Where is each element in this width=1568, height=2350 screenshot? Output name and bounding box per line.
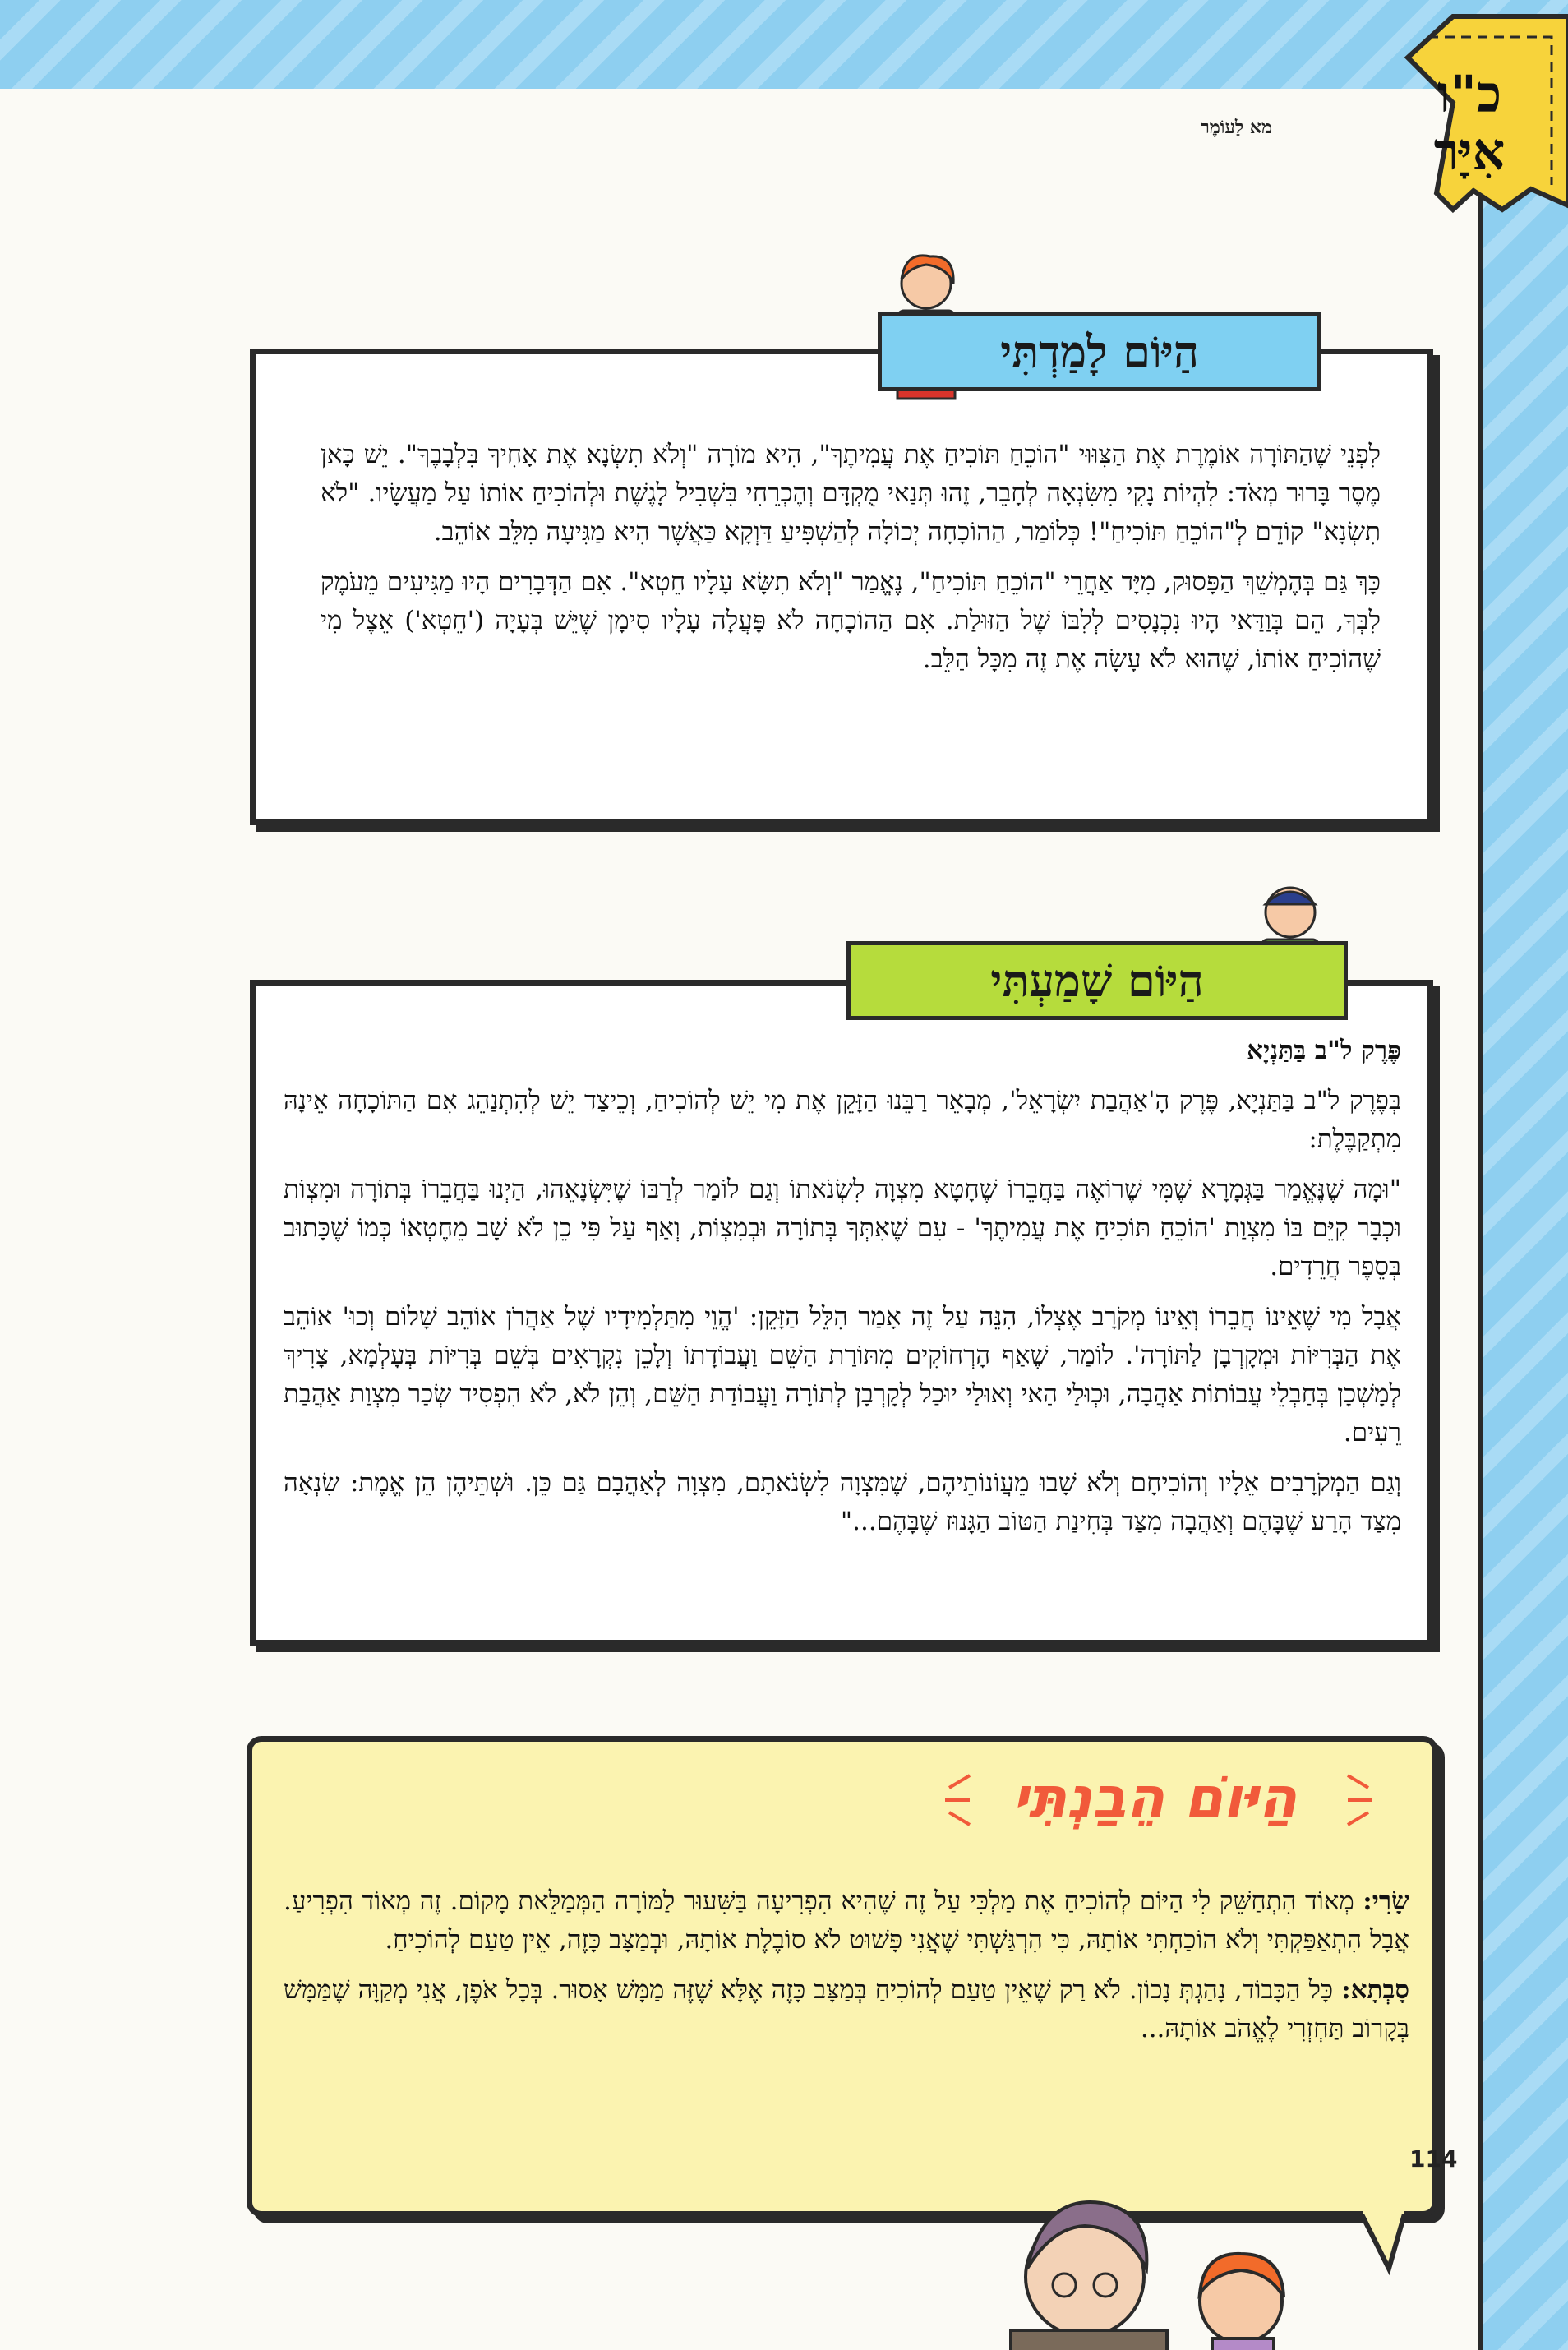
heard-subtitle: פֶּרֶק ל"ב בַּתַּנְיָא	[1247, 1036, 1401, 1065]
heard-paragraph: וְגַם הַמְקֹרָבִים אֵלָיו וְהוֹכִיחָם וְלֹא שָׁבוּ מֵעֲוֹנוֹתֵיהֶם, שֶׁמִּצְוָה לִשְׂנֹאתָם, מִצְוָה לְאָהֳבָם גַּם כֵּן. וּשְׁתֵּיהֶן הֵן אֱמֶת: שִׂנְאָה מִצַּד הָרַע שֶׁבָּהֶם וְאַהֲבָה מִצַּד בְּחִינַת הַטּוֹב הַגָּנוּז שֶׁבָּהֶם..."	[284, 1468, 1401, 1536]
dialog-text: מְאוֹד הִתְחַשֵּׁק לִי הַיּוֹם לְהוֹכִיחַ אֶת מַלְכִּי עַל זֶה שֶׁהִיא הִפְרִיעָה בַּשִּׁעוּר לַמּוֹרָה הַמְּמַלֵּאת מָקוֹם. זֶה מְאוֹד הִפְרִיעַ. אֲבָל הִתְאַפַּקְתִּי וְלֹא הוֹכַחְתִּי אוֹתָהּ, כִּי הִרְגַּשְׁתִּי שֶׁאֲנִי פָּשׁוּט לֹא סוֹבֶלֶת אוֹתָהּ, וּבְמַצָּב כָּזֶה, אֵין טַעַם לְהוֹכִיחַ.	[284, 1886, 1409, 1955]
section-title-understood: הַיּוֹם הֵבַנְתִּי	[1012, 1766, 1298, 1831]
heard-paragraph: "וּמָה שֶׁנֶּאֱמַר בַּגְּמָרָא שֶׁמִּי שֶׁרוֹאֶה בַּחֲבֵרוֹ שֶׁחָטָא מִצְוָה לִשְׂנֹאתוֹ וְגַם לוֹמַר לְרַבּוֹ שֶׁיִּשְׂנָאֵהוּ, הַיְנוּ בַּחֲבֵרוֹ בְּתוֹרָה וּמִצְוֹת וּכְבָר קִיֵּם בּוֹ מִצְוַת 'הוֹכֵחַ תּוֹכִיחַ אֶת עֲמִיתֶךָ' - עִם שֶׁאִתְּךָ בְּתוֹרָה וּבְמִצְוֹת, וְאַף עַל פִּי כֵן לֹא שָׁב מֵחֶטְאוֹ כְּמוֹ שֶׁכָּתוּב בְּסֵפֶר חֲרֵדִים.	[284, 1175, 1401, 1281]
learned-paragraph: כָּךְ גַּם בְּהֶמְשֵׁךְ הַפָּסוּק, מִיָּד אַחֲרֵי "הוֹכֵחַ תּוֹכִיחַ", נֶאֱמַר "וְלֹא תִשָּׂא עָלָיו חֵטְא". אִם הַדְּבָרִים הָיוּ מַגִּיעִים מֵעֹמֶק לִבְּךָ, הֵם בְּוַדַּאי הָיוּ נִכְנָסִים לְלִבּוֹ שֶׁל הַזּוּלַת. אִם הַהוֹכָחָה לֹא פָּעֲלָה עָלָיו סִימָן שֶׁיֵּשׁ בְּעָיָה ('חֵטְא') אֵצֶל מִי שֶׁהוֹכִיחַ אוֹתוֹ, שֶׁהוּא לֹא עָשָׂה אֶת זֶה מִכָּל הַלֵּב.	[321, 567, 1381, 674]
section-title-heard	[846, 941, 1348, 1020]
dialog-speaker: שָׂרִי:	[1363, 1886, 1409, 1916]
understood-dialog	[284, 1882, 1409, 2060]
omer-count: מא לָעוֹמֶר	[1200, 117, 1272, 138]
learned-paragraph: לִפְנֵי שֶׁהַתּוֹרָה אוֹמֶרֶת אֶת הַצִּוּוּי "הוֹכֵחַ תּוֹכִיחַ אֶת עֲמִיתֶךָ", הִיא מוֹרָה "וְלֹא תִשְׂנָא אֶת אָחִיךָ בִּלְבָבֶךָ". יֵשׁ כָּאן מֶסֶר בָּרוּר מְאֹד: לִהְיוֹת נָקִי מִשִּׂנְאָה לְחָבֵר, זֶהוּ תְּנַאי מֻקְדָּם וְהֶכְרֵחִי בִּשְׁבִיל לָגֶשֶׁת וּלְהוֹכִיחַ אוֹתוֹ עַל מַעֲשָׂיו. "לֹא תִשְׂנָא" קוֹדֵם לְ"הוֹכֵחַ תּוֹכִיחַ"! כְּלוֹמַר, הַהוֹכָחָה יְכוֹלָה לְהַשְׁפִּיעַ דַּוְקָא כַּאֲשֶׁר הִיא מַגִּיעָה מִלֵּב אוֹהֵב.	[321, 440, 1381, 547]
heard-title-text: הַיּוֹם שָׁמַעְתִּי	[990, 954, 1204, 1007]
grandma-and-girl-illustration	[994, 2178, 1307, 2350]
date-tag	[1330, 0, 1568, 234]
heard-paragraph: בְּפֶרֶק ל"ב בַּתַּנְיָא, פֶּרֶק הָ'אַהֲבַת יִשְׂרָאֵל', מְבָאֵר רַבֵּנוּ הַזָּקֵן אֶת מִי יֵשׁ לְהוֹכִיחַ, וְכֵיצַד יֵשׁ לְהִתְנַהֵג אִם הַתּוֹכָחָה אֵינָהּ מִתְקַבֶּלֶת:	[284, 1086, 1401, 1154]
learned-text	[321, 436, 1381, 690]
heard-paragraph: אֲבָל מִי שֶׁאֵינוֹ חֲבֵרוֹ וְאֵינוֹ מְקֹרָב אֶצְלוֹ, הִנֵּה עַל זֶה אָמַר הִלֵּל הַזָּקֵן: 'הֱוֵי מִתַּלְמִידָיו שֶׁל אַהֲרֹן אוֹהֵב שָׁלוֹם וְכוּ' אוֹהֵב אֶת הַבְּרִיּוֹת וּמְקָרְבָן לַתּוֹרָה'. לוֹמַר, שֶׁאַף הָרְחוֹקִים מִתּוֹרַת הַשֵּׁם וַעֲבוֹדָתוֹ וְלָכֵן נִקְרָאִים בְּשֵׁם בְּרִיּוֹת בְּעָלְמָא, צָרִיךְ לְמָשְׁכָן בְּחַבְלֵי עֲבוֹתוֹת אַהֲבָה, וּכְוּלַי הַאי וְאוּלַי יוּכַל לְקָרְבָן לְתוֹרָה וַעֲבוֹדַת הַשֵּׁם, וְהֵן לֹא, לֹא הִפְסִיד שְׂכַר מִצְוַת אַהֲבַת רֵעִים.	[284, 1302, 1401, 1447]
hebrew-date	[1387, 66, 1552, 181]
learned-title-text: הַיּוֹם לָמַדְתִּי	[1000, 325, 1199, 378]
dialog-line	[284, 1882, 1409, 1960]
heard-text	[284, 1032, 1401, 1553]
sparkle-icon	[937, 1767, 978, 1833]
date-day: כ"ו	[1437, 64, 1502, 124]
section-title-learned	[878, 312, 1321, 391]
sparkle-icon	[1340, 1767, 1381, 1833]
dialog-line	[284, 1971, 1409, 2048]
dialog-text: כָּל הַכָּבוֹד, נָהַגְתְּ נָכוֹן. לֹא רַק שֶׁאֵין טַעַם לְהוֹכִיחַ בְּמַצָּב כָּזֶה אֶלָּא שֶׁזֶּה מַמָּשׁ אָסוּר. בְּכָל אֹפֶן, אֲנִי מְקַוָּה שֶׁמַּמָּשׁ בְּקָרוֹב תַּחְזְרִי לֶאֱהֹב אוֹתָהּ...	[284, 1975, 1409, 2043]
date-month: אִיָּר	[1433, 122, 1506, 182]
speech-bubble-tail	[1356, 2211, 1422, 2277]
dialog-speaker: סָבְתָא:	[1341, 1975, 1410, 2005]
page-number: 114	[1409, 2145, 1458, 2172]
